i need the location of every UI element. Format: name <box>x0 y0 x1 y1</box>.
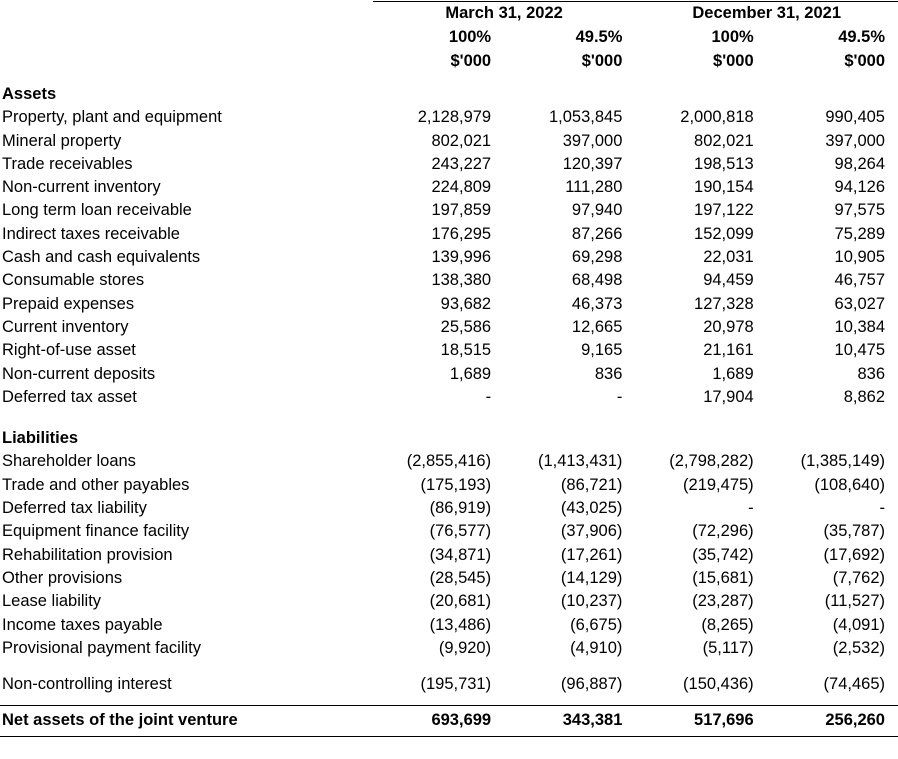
row-label: Non-current inventory <box>2 178 161 197</box>
header-period-december: December 31, 2021 <box>692 4 841 22</box>
header-period-row <box>0 2 898 27</box>
row-label: Other provisions <box>2 568 123 587</box>
row-value: 397,000 <box>562 131 623 150</box>
row-value: (37,906) <box>560 522 623 541</box>
total-value: 517,696 <box>635 706 766 736</box>
table-row <box>0 316 898 339</box>
row-value: 198,513 <box>694 154 754 173</box>
row-value: (23,287) <box>692 592 754 611</box>
row-value: (4,091) <box>832 615 885 634</box>
row-value: 98,264 <box>834 154 885 173</box>
section-title-liabilities: Liabilities <box>2 429 79 448</box>
header-unit-december-495: $'000 <box>844 52 885 70</box>
table-row <box>0 153 898 176</box>
table-row <box>0 246 898 269</box>
row-value: 25,586 <box>440 317 492 336</box>
section-assets-blank-2 <box>504 78 635 106</box>
row-label: Indirect taxes receivable <box>2 224 180 243</box>
table-row <box>0 474 898 497</box>
row-value: 990,405 <box>825 108 885 127</box>
row-value: (9,920) <box>438 638 492 657</box>
row-label: Right-of-use asset <box>2 341 136 360</box>
row-value: (17,692) <box>823 545 885 564</box>
row-value: 97,940 <box>571 201 623 220</box>
row-value: 10,905 <box>834 248 885 267</box>
total-value: 693,699 <box>373 706 504 736</box>
row-value: 22,031 <box>703 248 754 267</box>
row-value: 97,575 <box>834 201 885 220</box>
row-value: (35,787) <box>823 522 885 541</box>
row-value: 94,126 <box>834 178 885 197</box>
row-value: (43,025) <box>560 499 623 518</box>
table-row <box>0 497 898 520</box>
row-value: (14,129) <box>560 568 623 587</box>
row-label: Property, plant and equipment <box>2 108 222 127</box>
section-assets-blank-1 <box>373 78 504 106</box>
row-label: Long term loan receivable <box>2 201 192 220</box>
row-value: 20,978 <box>703 317 754 336</box>
row-label: Shareholder loans <box>2 452 136 471</box>
table-header <box>0 0 898 78</box>
table-row <box>0 637 898 660</box>
row-value: (15,681) <box>692 568 754 587</box>
row-value: 836 <box>857 364 885 383</box>
row-value: 836 <box>594 364 623 383</box>
total-gap <box>0 696 898 706</box>
table-row <box>0 614 898 637</box>
row-value: 397,000 <box>825 131 885 150</box>
table-row-total <box>0 706 898 736</box>
row-value: 224,809 <box>431 178 492 197</box>
row-value: (2,798,282) <box>669 452 754 471</box>
row-value: (28,545) <box>429 568 492 587</box>
row-value: 1,053,845 <box>548 108 623 127</box>
table-row <box>0 199 898 222</box>
table-row <box>0 386 898 409</box>
row-value: (7,762) <box>832 568 885 587</box>
table-row <box>0 520 898 543</box>
table-row <box>0 450 898 473</box>
row-value: 63,027 <box>834 294 885 313</box>
row-label: Non-controlling interest <box>2 675 172 694</box>
row-label: Deferred tax liability <box>2 499 147 518</box>
row-label: Provisional payment facility <box>2 638 201 657</box>
row-value: (72,296) <box>692 522 754 541</box>
row-value: 75,289 <box>834 224 885 243</box>
row-value: 138,380 <box>431 271 492 290</box>
section-header-liabilities <box>0 422 898 450</box>
row-value: (150,436) <box>683 675 754 694</box>
total-value: 343,381 <box>504 706 635 736</box>
row-value: 46,373 <box>571 294 623 313</box>
row-value: 139,996 <box>431 248 492 267</box>
row-value: (34,871) <box>429 545 492 564</box>
header-unit-spacer <box>0 49 373 78</box>
row-value: - <box>616 387 623 406</box>
row-value: 127,328 <box>694 294 754 313</box>
table-row <box>0 544 898 567</box>
row-value: (108,640) <box>814 475 885 494</box>
row-label: Lease liability <box>2 592 102 611</box>
row-value: (13,486) <box>429 615 492 634</box>
header-percent-march-100: 100% <box>448 28 492 46</box>
header-percent-december-495: 49.5% <box>838 28 885 46</box>
row-value: (96,887) <box>560 675 623 694</box>
row-value: 2,128,979 <box>417 108 492 127</box>
row-value: 802,021 <box>694 131 754 150</box>
table-row <box>0 567 898 590</box>
row-value: 12,665 <box>571 317 623 336</box>
row-value: (219,475) <box>683 475 754 494</box>
section-liabilities-blank-3 <box>635 422 766 450</box>
row-label: Cash and cash equivalents <box>2 248 201 267</box>
row-value: 1,689 <box>712 364 754 383</box>
header-percent-march-495: 49.5% <box>575 28 623 46</box>
header-percent-spacer <box>0 26 373 49</box>
total-label: Net assets of the joint venture <box>0 706 373 736</box>
table-row <box>0 269 898 292</box>
row-value: 802,021 <box>431 131 492 150</box>
row-label: Mineral property <box>2 131 122 150</box>
row-value: - <box>879 499 885 518</box>
header-percent-december-100: 100% <box>711 28 754 46</box>
nci-gap-cell <box>0 660 898 673</box>
table-row <box>0 590 898 613</box>
row-value: (11,527) <box>824 592 885 611</box>
section-gap-cell <box>0 409 898 422</box>
section-gap <box>0 409 898 422</box>
row-value: (4,910) <box>570 638 623 657</box>
row-value: 94,459 <box>703 271 754 290</box>
row-value: (86,919) <box>429 499 492 518</box>
header-percent-row <box>0 26 898 49</box>
row-label: Prepaid expenses <box>2 294 135 313</box>
table-row <box>0 339 898 362</box>
row-value: 1,689 <box>449 364 492 383</box>
row-value: (1,413,431) <box>537 452 623 471</box>
row-value: (74,465) <box>823 675 885 694</box>
row-value: (2,855,416) <box>406 452 492 471</box>
row-value: (35,742) <box>692 545 754 564</box>
row-value: (17,261) <box>560 545 623 564</box>
row-value: 10,475 <box>834 341 885 360</box>
header-unit-march-100: $'000 <box>450 52 492 70</box>
row-value: 2,000,818 <box>680 108 754 127</box>
row-value: (8,265) <box>701 615 754 634</box>
row-value: (2,532) <box>832 638 885 657</box>
row-value: 120,397 <box>562 154 623 173</box>
row-value: (175,193) <box>420 475 492 494</box>
row-value: 21,161 <box>703 341 754 360</box>
header-unit-march-495: $'000 <box>581 52 623 70</box>
row-value: 197,122 <box>694 201 754 220</box>
row-value: 18,515 <box>440 341 492 360</box>
row-label: Deferred tax asset <box>2 387 137 406</box>
table-row <box>0 223 898 246</box>
row-value: 68,498 <box>571 271 623 290</box>
row-value: (20,681) <box>429 592 492 611</box>
header-unit-december-100: $'000 <box>713 52 754 70</box>
table-row <box>0 363 898 386</box>
header-period-march: March 31, 2022 <box>445 4 563 22</box>
section-liabilities-blank-2 <box>504 422 635 450</box>
row-label: Non-current deposits <box>2 364 156 383</box>
row-value: (6,675) <box>570 615 623 634</box>
row-label: Equipment finance facility <box>2 522 190 541</box>
section-liabilities-blank-4 <box>767 422 898 450</box>
row-value: 87,266 <box>571 224 623 243</box>
row-value: (86,721) <box>560 475 623 494</box>
nci-gap <box>0 660 898 673</box>
row-value: (195,731) <box>420 675 492 694</box>
row-value: 69,298 <box>571 248 623 267</box>
section-assets-blank-3 <box>635 78 766 106</box>
header-unit-row <box>0 49 898 78</box>
row-value: 190,154 <box>694 178 754 197</box>
table-row <box>0 106 898 129</box>
row-value: 152,099 <box>694 224 754 243</box>
row-value: (10,237) <box>560 592 623 611</box>
row-value: 111,280 <box>565 178 623 197</box>
row-value: (5,117) <box>702 638 754 657</box>
row-label: Trade and other payables <box>2 475 190 494</box>
row-value: - <box>485 387 492 406</box>
row-value: 176,295 <box>431 224 492 243</box>
row-label: Consumable stores <box>2 271 145 290</box>
row-value: 197,859 <box>431 201 492 220</box>
row-value: 9,165 <box>581 341 623 360</box>
row-value: 46,757 <box>834 271 885 290</box>
header-period-spacer <box>0 2 373 27</box>
row-value: (1,385,149) <box>800 452 885 471</box>
row-value: - <box>748 499 754 518</box>
table-row <box>0 293 898 316</box>
section-header-assets <box>0 78 898 106</box>
row-label: Income taxes payable <box>2 615 163 634</box>
row-label: Rehabilitation provision <box>2 545 173 564</box>
row-label: Trade receivables <box>2 154 133 173</box>
table-body <box>0 78 898 736</box>
table-row <box>0 176 898 199</box>
section-assets-blank-4 <box>767 78 898 106</box>
row-value: 8,862 <box>843 387 885 406</box>
total-gap-cell <box>0 696 898 706</box>
row-label: Current inventory <box>2 317 129 336</box>
table-row <box>0 130 898 153</box>
row-value: 17,904 <box>703 387 754 406</box>
row-value: 243,227 <box>431 154 492 173</box>
row-value: 93,682 <box>440 294 492 313</box>
section-liabilities-blank-1 <box>373 422 504 450</box>
row-value: (76,577) <box>429 522 492 541</box>
row-value: 10,384 <box>834 317 885 336</box>
section-title-assets: Assets <box>2 85 57 103</box>
total-value: 256,260 <box>767 706 898 736</box>
table-row-non-controlling-interest <box>0 673 898 696</box>
